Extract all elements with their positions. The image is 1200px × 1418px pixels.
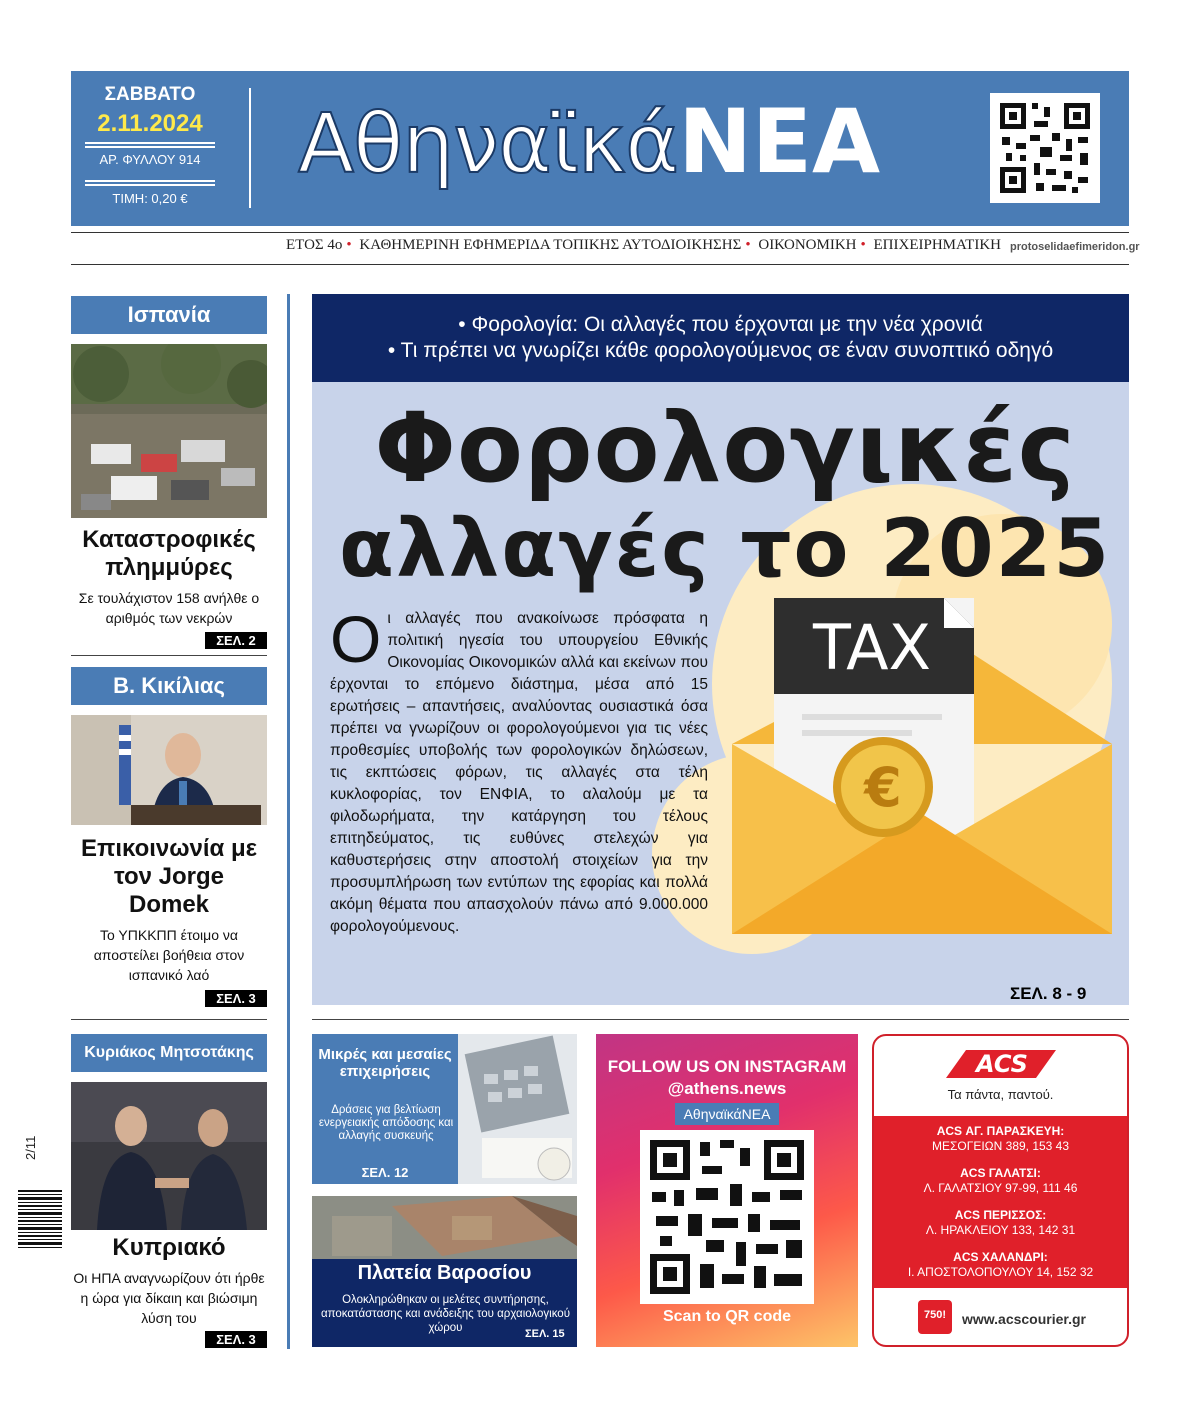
tagline-daily: ΚΑΘΗΜΕΡΙΝΗ ΕΦΗΜΕΡΙΔΑ ΤΟΠΙΚΗΣ ΑΥΤΟΔΙΟΙΚΗΣΗΣ [359, 237, 742, 253]
column-divider [71, 1019, 267, 1020]
section-header: Β. Κικίλιας [71, 667, 267, 705]
page-reference: ΣΕΛ. 15 [525, 1328, 565, 1340]
tagline-rule [71, 232, 1129, 233]
leaders-photo[interactable] [71, 1082, 267, 1230]
bullet-text: Φορολογία: Οι αλλαγές που έρχονται με την νέα χρονιά [471, 313, 983, 336]
barcode-icon [16, 1188, 64, 1252]
acs-logo-icon [936, 1044, 1064, 1084]
masthead-separator [249, 88, 251, 208]
business-box-text: Δράσεις για βελτίωση ενεργειακής απόδοσης και αλλαγής συσκευής [318, 1104, 454, 1142]
instagram-qr-code[interactable] [640, 1130, 814, 1304]
business-box-title[interactable]: Μικρές και μεσαίες επιχειρήσεις [318, 1046, 452, 1080]
square-box-text: Ολοκληρώθηκαν οι μελέτες συντήρησης, αποκατάστασης και ανάδειξης του αρχαιολογικού χώρου [320, 1294, 570, 1334]
acs-branch [874, 1166, 1127, 1196]
column-rule [287, 294, 290, 1349]
section-rule [312, 1019, 1129, 1020]
main-headline-line-1[interactable]: Φορολογικές [374, 392, 1076, 504]
story-title[interactable]: Κυπριακό [112, 1234, 226, 1261]
masthead-price: ΤΙΜΗ: 0,20 € [112, 191, 188, 206]
bullet-item: • Φορολογία: Οι αλλαγές που έρχονται με την νέα χρονιά [458, 313, 983, 336]
page-reference: ΣΕΛ. 8 - 9 [1010, 984, 1087, 1003]
story-summary: Οι ΗΠΑ αναγνωρίζουν ότι ήρθε η ώρα για δίκαιη και βιώσιμη λύση του [73, 1270, 265, 1326]
story-summary: Το ΥΠΚΚΠΠ έτοιμο να αποστείλει βοήθεια στον ισπανικό λαό [93, 927, 245, 983]
main-story-body [330, 602, 708, 938]
acs-branch [874, 1124, 1127, 1154]
acs-website[interactable]: www.acscourier.gr [962, 1311, 1086, 1327]
masthead-divider [85, 146, 215, 148]
masthead-divider [85, 142, 215, 144]
acs-branch-address: ΜΕΣΟΓΕΙΩΝ 389, 153 43 [931, 1139, 1070, 1153]
acs-branch-name: ACS ΑΓ. ΠΑΡΑΣΚΕΥΗ: [936, 1124, 1065, 1138]
acs-logo-text: ACS [976, 1050, 1028, 1078]
acs-branch-name: ACS ΠΕΡΙΣΣΟΣ: [954, 1208, 1047, 1222]
square-box-title[interactable]: Πλατεία Βαροσίου [357, 1262, 532, 1284]
acs-branch-address: Λ. ΓΑΛΑΤΣΙΟΥ 97-99, 111 46 [923, 1181, 1078, 1195]
tagline: ΕΤΟΣ 4ο • ΚΑΘΗΜΕΡΙΝΗ ΕΦΗΜΕΡΙΔΑ ΤΟΠΙΚΗΣ ΑΥΤΟΔΙΟΙΚΗΣΗΣ • ΟΙΚΟΝΟΜΙΚΗ • ΕΠΙΧΕΙΡΗΜΑΤΙΚΗ [286, 237, 1001, 253]
acs-branch-address: Ι. ΑΠΟΣΤΟΛΟΠΟΥΛΟΥ 14, 152 32 [907, 1265, 1094, 1279]
instagram-logo: ΑθηναϊκάΝΕΑ [675, 1103, 779, 1125]
instagram-handle[interactable]: @athens.news [667, 1079, 787, 1098]
masthead-date: 2.11.2024 [97, 110, 203, 137]
body-text: ι αλλαγές που ανακοίνωσε πρόσφατα η πολιτική ηγεσία του υπουργείου Εθνικής Οικονομίας Οικονομικών αλλά και εκείνων που έρχονται το επόμενο διάστημα, μέσα από 15 ερωτήσεις – απαντήσεις, αναλύοντας ουσιαστικά όσα πρέπει να γνωρίζουν οι φορολογούμενοι για τις νέες προθεσμίες υποβολής των φορολογικών δηλώσεων, τις εκπτώσεις φόρων, τις αλλαγές στα τέλη κυκλοφορίας, τον ΕΝΦΙΑ, το αλαλούμ με τα φιλοδωρήματα, την κατάργηση του τέλους επιτηδεύματος, τις ευθύνες στελεχών για καθυστερήσεις στην αποστολή στοιχείων για την προσυμπλήρωση των εντύπων της εφορίας και πολλά ακόμη θέματα που απασχολούν πάνω από 9.000.000 φορολογούμενους. [330, 610, 708, 935]
tagline-business: ΕΠΙΧΕΙΡΗΜΑΤΙΚΗ [873, 237, 1001, 253]
masthead-divider [85, 180, 215, 182]
tagline-economic: ΟΙΚΟΝΟΜΙΚΗ [758, 237, 857, 253]
tax-label: TAX [813, 611, 931, 684]
section-header: Κυριάκος Μητσοτάκης [71, 1034, 267, 1072]
qr-code-icon [990, 93, 1100, 203]
acs-branch [874, 1250, 1127, 1280]
masthead-day: ΣΑΒΒΑΤΟ [104, 84, 196, 105]
main-story-bullets [312, 294, 1129, 382]
flood-photo-image [71, 344, 267, 518]
logo-light-text: Αθηναϊκά [298, 97, 679, 192]
page-reference: ΣΕΛ. 12 [361, 1165, 409, 1180]
instagram-title: FOLLOW US ON INSTAGRAM [607, 1057, 847, 1076]
acs-branch-name: ACS ΧΑΛΑΝΔΡΙ: [953, 1250, 1048, 1264]
leaders-photo-image [71, 1082, 267, 1230]
page-reference: ΣΕΛ. 3 [205, 990, 267, 1007]
newspaper-logo [298, 90, 880, 200]
tagline-year: ΕΤΟΣ 4ο [286, 237, 343, 253]
masthead-qr-code[interactable] [990, 93, 1100, 203]
masthead-divider [85, 184, 215, 186]
main-headline-line-2[interactable]: αλλαγές το 2025 [339, 502, 1111, 595]
story-title[interactable]: Επικοινωνία με τον Jorge Domek [80, 835, 258, 918]
drop-cap: Ο [330, 602, 382, 676]
column-divider [71, 655, 267, 656]
barcode [16, 1188, 64, 1252]
page-reference: ΣΕΛ. 3 [205, 1331, 267, 1348]
minister-photo[interactable] [71, 715, 267, 825]
page-reference: ΣΕΛ. 2 [205, 632, 267, 649]
source-site: protoselidaefimeridon.gr [1010, 241, 1140, 253]
acs-branch-address: Λ. ΗΡΑΚΛΕΙΟΥ 133, 142 31 [925, 1223, 1076, 1237]
qr-code-icon [640, 1130, 814, 1304]
bullet-item: • Τι πρέπει να γνωρίζει κάθε φορολογούμενος σε έναν συνοπτικό οδηγό [387, 339, 1054, 362]
bullet-text: Τι πρέπει να γνωρίζει κάθε φορολογούμενος σε έναν συνοπτικό οδηγό [400, 339, 1054, 362]
acs-slogan: Τα πάντα, παντού. [947, 1087, 1054, 1102]
acs-logo [936, 1044, 1064, 1084]
section-header: Ισπανία [71, 296, 267, 334]
acs-branch-name: ACS ΓΑΛΑΤΣΙ: [960, 1166, 1041, 1180]
flood-photo[interactable] [71, 344, 267, 518]
edition-code: 2/11 [23, 1135, 38, 1160]
tagline-rule [71, 264, 1129, 265]
masthead-issue: ΑΡ. ΦΥΛΛΟΥ 914 [99, 152, 201, 167]
story-summary: Σε τουλάχιστον 158 ανήλθε ο αριθμός των νεκρών [78, 590, 260, 626]
logo-bold-text: ΝΕΑ [678, 90, 881, 193]
svg-text:€: € [864, 756, 902, 819]
story-title[interactable]: Καταστροφικές πλημμύρες [82, 526, 256, 581]
acs-750-badge: 750! [918, 1300, 952, 1334]
instagram-scan-label: Scan to QR code [662, 1308, 792, 1325]
acs-branch [874, 1208, 1127, 1238]
minister-photo-image [71, 715, 267, 825]
